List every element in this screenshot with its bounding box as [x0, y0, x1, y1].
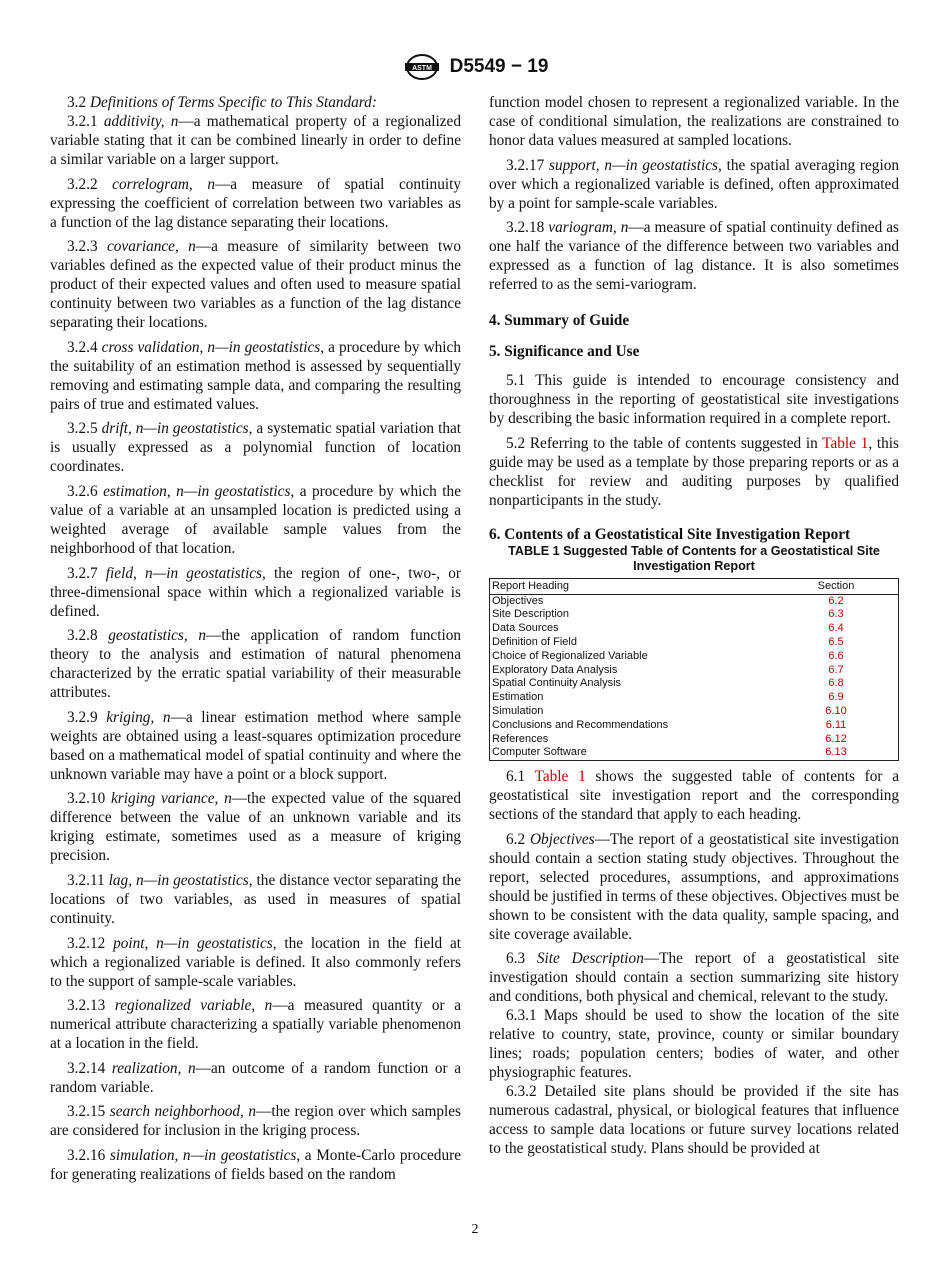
section-6-heading: 6. Contents of a Geostatistical Site Investigation Report — [489, 525, 851, 543]
definition-3-2-14: 3.2.14 realization, n—an outcome of a random function or a random variable. — [50, 1059, 461, 1096]
paragraph-6-3-1: 6.3.1 Maps should be used to show the location of the site relative to country, state, province, county or similar boundary lines; roads; population centers; bodies of water, and other physiographic features. — [489, 1007, 899, 1082]
definition-3-2-12: 3.2.12 point, n—in geostatistics, the location in the field at which a regionalized variable is defined. It also commonly refers to the support of sample-scale variables. — [50, 934, 462, 990]
definitions-list-continued — [489, 156, 899, 295]
section-link[interactable]: 6.11 — [825, 718, 847, 731]
section-link[interactable]: 6.12 — [825, 732, 847, 745]
definition-3-2-1: 3.2.1 additivity, n—a mathematical property of a regionalized variable stating that it can be combined linearly in order to define a similar variable on a larger support. — [50, 113, 461, 168]
report-heading-cell: Definition of Field — [492, 635, 577, 648]
svg-text:ASTM: ASTM — [411, 65, 432, 72]
section-link[interactable]: 6.5 — [828, 635, 844, 648]
table-1-caption: TABLE 1 Suggested Table of Contents for a Geostatistical Site Investigation Report — [508, 543, 880, 573]
report-heading-cell: Conclusions and Recommendations — [492, 718, 669, 731]
paragraph-6-3: 6.3 Site Description—The report of a geostatistical site investigation should contain a section summarizing site history and conditions, both physical and chemical, relevant to the study. — [489, 950, 899, 1006]
section-link[interactable]: 6.10 — [825, 704, 847, 717]
document-id: D5549 − 19 — [449, 56, 549, 77]
paragraph-6-2: 6.2 Objectives—The report of a geostatistical site investigation should contain a section stating study objectives. Throughout the report, selected procedures, assumptions, and approximations should be justified in terms of these objectives. Objectives must be shown to be consistent with the data quality, sample spacing, and site coverage available. — [489, 830, 899, 943]
definition-3-2-15: 3.2.15 search neighborhood, n—the region over which samples are considered for inclusion in the kriging process. — [50, 1103, 461, 1140]
report-heading-cell: Choice of Regionalized Variable — [492, 649, 648, 662]
definition-3-2-16: 3.2.16 simulation, n—in geostatistics, a Monte-Carlo procedure for generating realizations of fields based on the random — [50, 1146, 461, 1183]
table-row — [490, 594, 899, 608]
continued-text: function model chosen to represent a regionalized variable. In the case of conditional simulation, the realizations are constrained to honor data values measured at sampled locations. — [489, 94, 899, 149]
report-heading-cell: Site Description — [492, 608, 570, 621]
definitions-list — [50, 112, 461, 1184]
paragraph-5-1: 5.1 This guide is intended to encourage consistency and thoroughness in the reporting of geostatistical site investigations by describing the basic information required in a complete report. — [489, 372, 899, 428]
definition-3-2-2: 3.2.2 correlogram, n—a measure of spatial continuity expressing the coefficient of correlation between two variables as a function of the lag distance separating their locations. — [50, 175, 462, 231]
report-heading-cell: Exploratory Data Analysis — [492, 663, 618, 676]
section-4-heading: 4. Summary of Guide — [489, 312, 630, 330]
definition-3-2-18: 3.2.18 variogram, n—a measure of spatial continuity defined as one half the variance of the difference between two variables and expressed as a function of lag distance. It is also sometimes referred to as the semi-variogram. — [489, 219, 900, 294]
table-1-link[interactable]: Table 1 — [822, 434, 869, 452]
section-link[interactable]: 6.13 — [825, 746, 847, 759]
page-header — [0, 52, 950, 82]
table-of-contents — [489, 578, 899, 761]
report-heading-cell: References — [492, 732, 549, 745]
section-link[interactable]: 6.9 — [828, 691, 844, 704]
definition-3-2-7: 3.2.7 field, n—in geostatistics, the region of one-, two-, or three-dimensional space within which a regionalized variable is defined. — [50, 564, 461, 620]
section-link[interactable]: 6.8 — [828, 677, 844, 690]
definition-3-2-3: 3.2.3 covariance, n—a measure of similarity between two variables defined as the expected value of their product minus the product of their expected values and often used to measure spatial continuity between two variables as a function of the lag distance separating their locations. — [50, 238, 462, 332]
section-link[interactable]: 6.4 — [828, 622, 844, 635]
section-link[interactable]: 6.6 — [828, 649, 844, 662]
section-5-heading: 5. Significance and Use — [489, 343, 640, 361]
definition-3-2-17: 3.2.17 support, n—in geostatistics, the spatial averaging region over which a regionalized variable is defined, often approximated by a point for sample-scale variables. — [489, 156, 899, 212]
table-header-row — [490, 578, 899, 594]
left-column — [50, 93, 461, 1190]
table-1-link[interactable]: Table 1 — [534, 768, 586, 786]
column-header: Report Heading — [490, 578, 775, 594]
report-heading-cell: Computer Software — [492, 746, 587, 759]
report-heading-cell: Data Sources — [492, 622, 559, 635]
definition-3-2-11: 3.2.11 lag, n—in geostatistics, the distance vector separating the locations of two variables, as used in measures of spatial continuity. — [50, 871, 461, 927]
astm-logo-icon — [402, 52, 442, 82]
section-link[interactable]: 6.3 — [828, 608, 844, 621]
definition-3-2-8: 3.2.8 geostatistics, n—the application of random function theory to the analysis and estimation of natural phenomena characterized by the erratic spatial variability of their measurable attributes. — [50, 627, 461, 702]
table-row — [490, 746, 899, 760]
paragraph-6-3-2: 6.3.2 Detailed site plans should be provided if the site has numerous cadastral, physical, or biological features that influence access to sample data locations or future survey locations related to the geostatistical study. Plans should be provided at — [489, 1083, 899, 1158]
table-row — [490, 691, 899, 705]
table-row — [490, 622, 899, 636]
section-3-2-heading: 3.2 Definitions of Terms Specific to This Standard: — [67, 94, 377, 111]
page-number: 2 — [471, 1222, 479, 1237]
column-header: Section — [774, 578, 899, 594]
report-heading-cell: Objectives — [492, 594, 544, 607]
table-row — [490, 636, 899, 650]
report-heading-cell: Spatial Continuity Analysis — [492, 677, 622, 690]
table-row — [490, 608, 899, 622]
table-row — [490, 664, 899, 678]
definition-3-2-10: 3.2.10 kriging variance, n—the expected value of the squared difference between the value of an unknown variable and its kriging estimate, sometimes used as a measure of kriging precision. — [50, 790, 461, 865]
table-row — [490, 733, 899, 747]
table-row — [490, 719, 899, 733]
paragraph-6-1: 6.1 Table 1 shows the suggested table of contents for a geostatistical site investigation report and the corresponding sections of the standard that apply to each heading. — [489, 768, 900, 824]
definition-3-2-13: 3.2.13 regionalized variable, n—a measured quantity or a numerical attribute characterizing a spatially variable phenomenon at a location in the field. — [50, 997, 461, 1053]
report-heading-cell: Estimation — [492, 691, 544, 704]
section-link[interactable]: 6.7 — [828, 663, 844, 676]
section-link[interactable]: 6.2 — [828, 594, 844, 607]
right-column — [489, 93, 899, 1158]
definition-3-2-6: 3.2.6 estimation, n—in geostatistics, a procedure by which the value of a variable at an unsampled location is predicted using a weighted average of available sample values from the neighborhood of that location. — [50, 482, 461, 557]
table-row — [490, 677, 899, 691]
table-row — [490, 650, 899, 664]
table-row — [490, 705, 899, 719]
paragraph-5-2: 5.2 Referring to the table of contents suggested in Table 1, this guide may be used as a template by those preparing reports or as a checklist for review and auditing purposes by qualified nonparticipants in the study. — [489, 434, 899, 509]
definition-3-2-5: 3.2.5 drift, n—in geostatistics, a systematic spatial variation that is usually expressed as a polynomial function of location coordinates. — [50, 420, 462, 476]
definition-3-2-9: 3.2.9 kriging, n—a linear estimation method where sample weights are obtained using a least-squares optimization procedure based on a mathematical model of spatial continuity and where the unknown variable may have a point or a block support. — [50, 708, 461, 783]
report-heading-cell: Simulation — [492, 704, 544, 717]
definition-3-2-4: 3.2.4 cross validation, n—in geostatistics, a procedure by which the suitability of an estimation method is assessed by sequentially removing and estimating sample data, and comparing the resulting pairs of true and estimated values. — [50, 338, 461, 413]
